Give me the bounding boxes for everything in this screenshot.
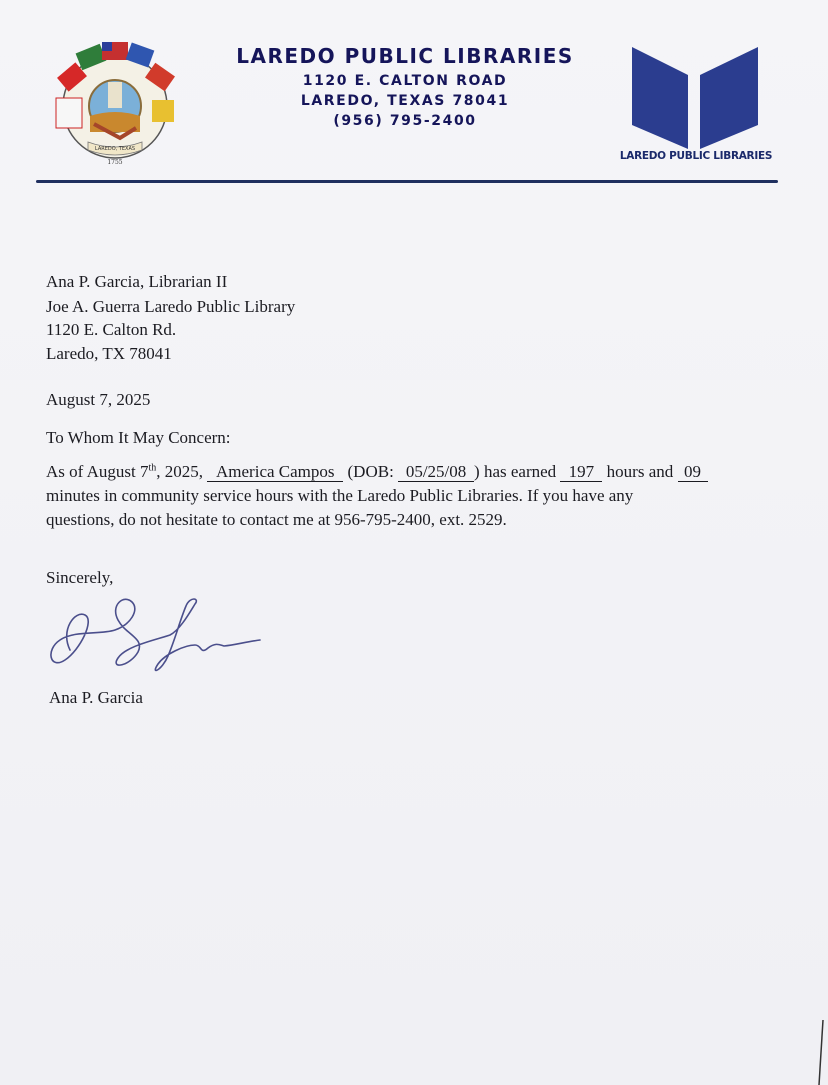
city-of-laredo-seal-icon (50, 38, 180, 168)
header-address-line1: 1120 E. CALTON ROAD (302, 73, 508, 89)
hours-field: 197 (560, 462, 602, 482)
header-phone: (956) 795-2400 (333, 113, 477, 129)
signer-name: Ana P. Garcia (49, 688, 143, 707)
handwritten-signature (40, 590, 265, 680)
body-line-3: questions, do not hesitate to contact me at 956-795-2400, ext. 2529. (46, 510, 507, 529)
dob-field: 05/25/08 (398, 462, 474, 482)
header-divider (36, 180, 778, 183)
sender-street: 1120 E. Calton Rd. (46, 320, 177, 339)
sender-library: Joe A. Guerra Laredo Public Library (46, 297, 296, 316)
logo-caption: LAREDO PUBLIC LIBRARIES (619, 150, 773, 162)
seal-year: 1755 (107, 159, 123, 166)
sender-city-state-zip: Laredo, TX 78041 (46, 344, 172, 363)
closing: Sincerely, (46, 568, 114, 587)
body-line-2: minutes in community service hours with the Laredo Public Libraries. If you have any (46, 486, 634, 505)
student-name-field: America Campos (207, 462, 343, 482)
body-paragraph (46, 460, 786, 532)
salutation: To Whom It May Concern: (46, 428, 231, 447)
body-line-1: As of August 7th, 2025, America Campos (DOB: 05/25/08 ) has earned 197 hours and 09 (46, 460, 786, 484)
sender-name-title: Ana P. Garcia, Librarian II (46, 272, 228, 291)
seal-text: LAREDO, TEXAS (94, 146, 136, 152)
page-edge-shadow (818, 1020, 824, 1085)
header-address-line2: LAREDO, TEXAS 78041 (300, 93, 510, 109)
minutes-field: 09 (678, 462, 708, 482)
organization-name: LAREDO PUBLIC LIBRARIES (236, 44, 574, 68)
open-book-logo-icon (630, 45, 760, 150)
letter-date: August 7, 2025 (46, 390, 151, 409)
